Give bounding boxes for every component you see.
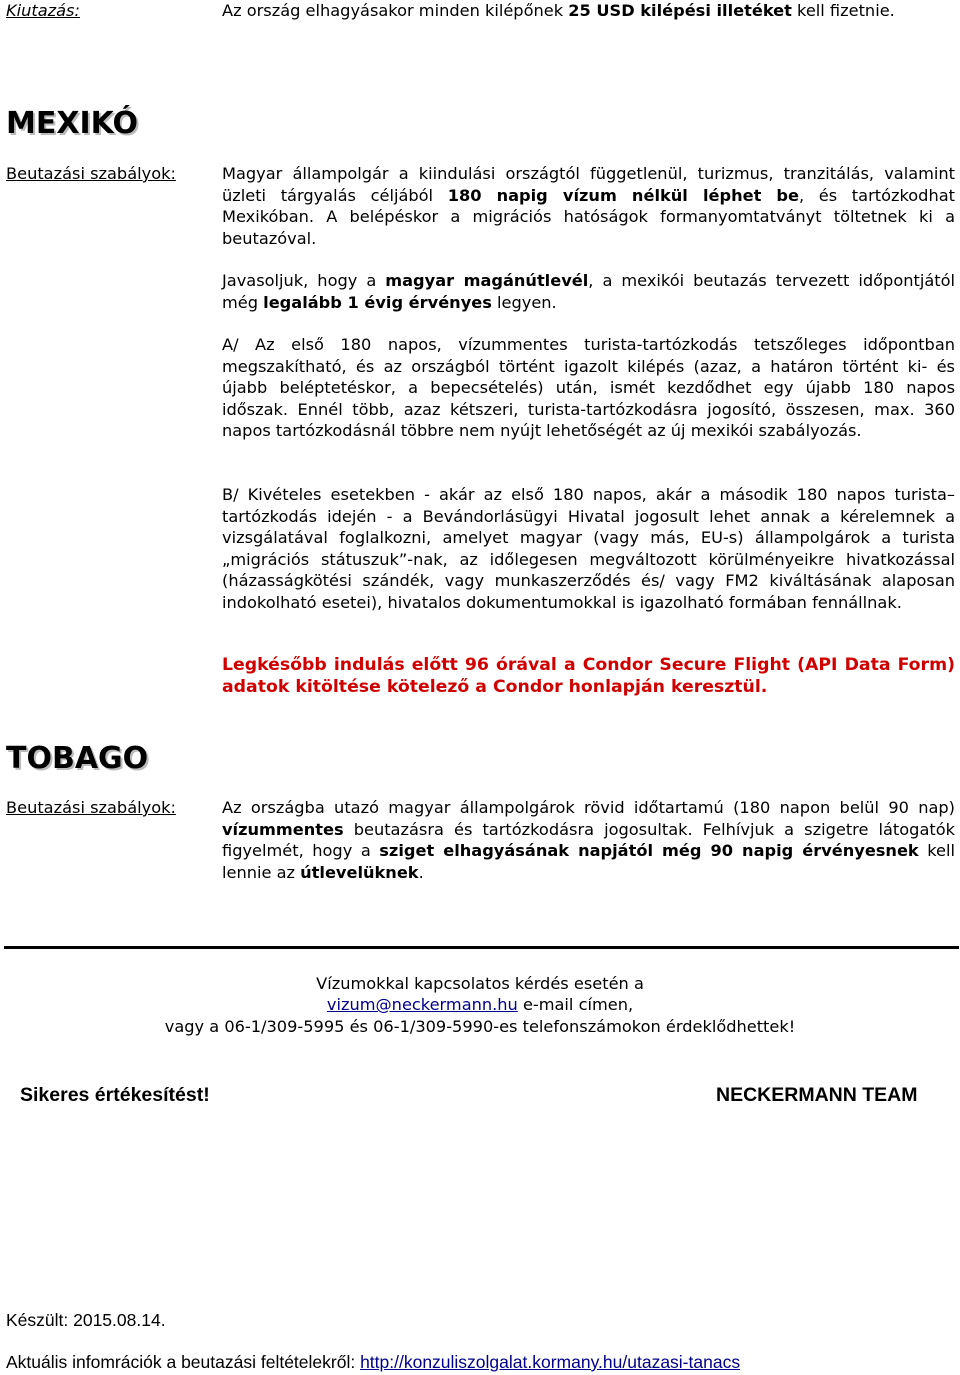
exit-fee-text: Az ország elhagyásakor minden kilépőnek 25 USD kilépési illetéket kell fizetnie. [222, 1, 895, 20]
mexiko-paragraph-3: A/ Az első 180 napos, vízummentes turista-tartózkodás tetszőleges időpontban megszakítható, és az országból történt igazolt kilépés (azaz, a határon történt ki- és újabb beléptetéskor, a bepecsételés) után, ismét kezdődhet egy újabb 180 napos időszak. Ennél több, azaz kétszeri, turista-tartózkodásra jogosító, összesen, max. 360 napos tartózkodásnál többre nem nyújt lehetőségét az új mexikói szabályozás. [222, 335, 955, 440]
divider [4, 946, 959, 949]
contact-line-3: vagy a 06-1/309-5995 és 06-1/309-5990-es telefonszámokon érdeklődhettek! [164, 1017, 796, 1036]
heading-mexiko: MEXIKÓ [6, 106, 139, 141]
contact-line-2: vizum@neckermann.hu e-mail címen, [326, 995, 634, 1014]
mexiko-paragraph-4: B/ Kivételes esetekben - akár az első 180 napos, akár a második 180 napos turista–tartózkodás idején - a Bevándorlásügyi Hivatal jogosult lehet annak a kérelemnek a vizsgálatával foglalkozni, amelyet magyar (vagy más, EU-s) állampolgárok a turista „migrációs státuszuk”-nak, az időlegesen megváltozott körülményeikre hivatkozással (házasságkötési szándék, vagy munkaszerződés és/ vagy FM2 kiváltásának alaposan indokolható esetei), hivatalos dokumentumokkal is igazolható formában fennállnak. [222, 485, 955, 612]
condor-warning: Legkésőbb indulás előtt 96 órával a Condor Secure Flight (API Data Form) adatok kitöltése kötelező a Condor honlapján keresztül. [222, 655, 955, 697]
signoff-right: NECKERMANN TEAM [716, 1084, 918, 1106]
konzuli-link[interactable]: http://konzuliszolgalat.kormany.hu/utazasi-tanacs [360, 1352, 741, 1372]
mexiko-paragraph-2: Javasoljuk, hogy a magyar magánútlevél, a mexikói beutazás tervezett időpontjától még legalább 1 évig érvényes legyen. [222, 271, 955, 312]
signoff-left: Sikeres értékesítést! [20, 1084, 210, 1106]
section-label-beutazas-tobago: Beutazási szabályok: [6, 798, 176, 817]
heading-tobago: TOBAGO [6, 741, 149, 776]
section-label-beutazas-mexiko: Beutazási szabályok: [6, 164, 176, 183]
info-line: Aktuális infomrációk a beutazási feltételekről: http://konzuliszolgalat.kormany.hu/utazasi-tanacs [6, 1352, 741, 1372]
section-label-kiutazas: Kiutazás: [6, 1, 80, 20]
mexiko-paragraph-1: Magyar állampolgár a kiindulási országtól függetlenül, turizmus, tranzitálás, valamint üzleti tárgyalás céljából 180 napig vízum nélkül léphet be, és tartózkodhat Mexikóban. A belépéskor a migrációs hatóságok formanyomtatványt töltetnek ki a beutazóval. [222, 164, 955, 248]
contact-line-1: Vízumokkal kapcsolatos kérdés esetén a [316, 974, 644, 993]
created-date: Készült: 2015.08.14. [6, 1310, 166, 1330]
email-link[interactable]: vizum@neckermann.hu [326, 995, 518, 1014]
tobago-paragraph: Az országba utazó magyar állampolgárok rövid időtartamú (180 napon belül 90 nap) vízummentes beutazásra és tartózkodásra jogosultak. Felhívjuk a szigetre látogatók figyelmét, hogy a sziget elhagyásának napjától még 90 napig érvényesnek kell lennie az útlevelüknek. [222, 798, 955, 882]
